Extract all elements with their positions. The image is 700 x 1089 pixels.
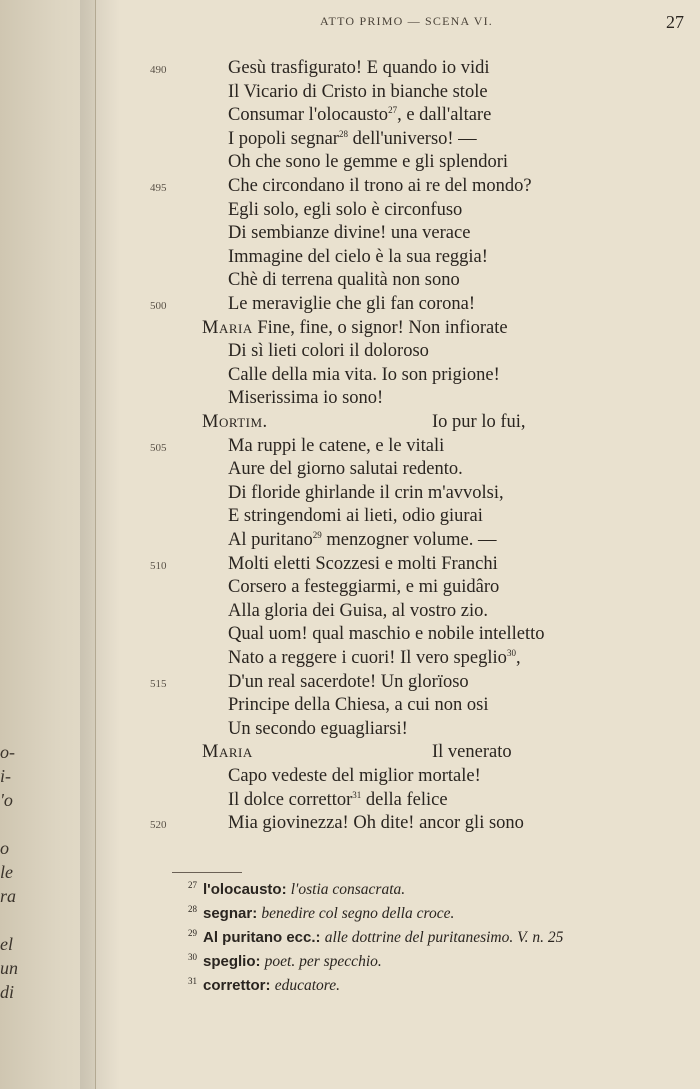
- footnote-marker: 30: [506, 647, 516, 658]
- verse-text: dell'universo! —: [347, 128, 477, 149]
- verse-text: Che circondano il trono ai re del mondo?: [228, 176, 532, 196]
- verse-text: Nato a reggere i cuori! Il vero speglio: [228, 648, 507, 668]
- verse-text: menzogner volume. —: [321, 530, 497, 550]
- previous-page-fragment: un: [0, 958, 18, 978]
- verse-text: Di floride ghirlande il crin m'avvolsi,: [228, 482, 504, 503]
- footnote-number: 30: [188, 952, 197, 962]
- verse-line: [228, 506, 483, 527]
- footnote-gloss: benedire col segno della croce.: [261, 905, 455, 923]
- footnote-marker: 31: [352, 789, 362, 800]
- footnote-term: correttor:: [203, 977, 275, 995]
- verse-text: I popoli segnar: [228, 128, 339, 149]
- verse-line: [228, 247, 488, 268]
- verse-line: [228, 388, 383, 409]
- footnote-rule: [172, 872, 242, 873]
- verse-text: E stringendomi ai lieti, odio giurai: [228, 506, 483, 527]
- previous-page-fragment: i-: [0, 766, 11, 786]
- verse-line: [202, 742, 253, 763]
- verse-line: [228, 223, 470, 244]
- verse-text: Di sembianze divine! una verace: [228, 223, 471, 244]
- verse-text: Egli solo, egli solo è circonfuso: [228, 199, 463, 220]
- verse-text: Di sì lieti colori il doloroso: [228, 341, 429, 362]
- footnote-number: 28: [188, 904, 197, 914]
- verse-line: [202, 412, 268, 433]
- footnote-gloss: poet. per specchio.: [264, 953, 382, 971]
- verse-text: Molti eletti Scozzesi e molti Franchi: [228, 553, 498, 574]
- verse-text: Alla gloria dei Guisa, al vostro zio.: [228, 600, 488, 621]
- verse-number: 515: [150, 677, 167, 690]
- verse-line: [228, 719, 408, 740]
- verse-text: Il dolce correttor: [228, 789, 353, 810]
- verse-text: Gesù trasfigurato! E quando io vidi: [228, 58, 490, 78]
- previous-page-fragment: di: [0, 982, 15, 1002]
- verse-line: [228, 365, 500, 386]
- gutter-shadow: [80, 0, 120, 1089]
- footnote-gloss: alle dottrine del puritanesimo. V. n. 25: [324, 929, 564, 947]
- speaker-name: Mortim.: [202, 412, 268, 432]
- speaker-name: Maria: [202, 742, 253, 763]
- verse-text: Un secondo eguagliarsi!: [228, 718, 408, 739]
- verse-line: [228, 436, 444, 457]
- verse-number: 520: [150, 819, 167, 832]
- verse-text: Capo vedeste del miglior mortale!: [228, 766, 481, 786]
- verse-text: Miserissima io sono!: [228, 388, 384, 409]
- verse-line: [228, 58, 490, 79]
- footnote-term: segnar:: [203, 905, 262, 923]
- verse-line: [228, 813, 524, 834]
- verse-line: [228, 483, 504, 504]
- verse-line: [228, 270, 460, 291]
- verse-line: [228, 766, 481, 787]
- verse-line-continuation: Io pur lo fui,: [432, 412, 526, 432]
- verse-text: Il Vicario di Cristo in bianche stole: [228, 81, 488, 102]
- footnote: [188, 928, 563, 947]
- verse-text: Immagine del cielo è la sua reggia!: [228, 246, 488, 267]
- verse-line: [228, 790, 448, 811]
- verse-line: [228, 530, 496, 551]
- previous-page-fragment: o: [0, 838, 9, 858]
- previous-page-fragment: ra: [0, 886, 17, 906]
- verse-text: Corsero a festeggiarmi, e mi guidâro: [228, 577, 500, 598]
- previous-page-fragment: 'o: [0, 790, 13, 810]
- footnote-term: speglio:: [203, 953, 265, 971]
- verse-line: [228, 577, 499, 598]
- verse-line: [228, 601, 488, 622]
- footnote-marker: 27: [388, 105, 398, 116]
- verse-text: Qual uom! qual maschio e nobile intelletto: [228, 624, 545, 645]
- verse-text: della felice: [361, 789, 448, 810]
- speaker-name: Maria: [202, 317, 253, 338]
- verse-line: [228, 152, 508, 173]
- verse-text: Mia giovinezza! Oh dite! ancor gli sono: [228, 813, 524, 834]
- verse-line: [228, 459, 463, 480]
- footnote: [188, 904, 454, 923]
- verse-line: [228, 200, 462, 221]
- verse-text: Fine, fine, o signor! Non infiorate: [252, 317, 508, 338]
- verse-number: 505: [150, 441, 167, 454]
- verse-line: [228, 82, 488, 103]
- verse-text: Calle della mia vita. Io son prigione!: [228, 364, 500, 385]
- footnote-marker: 29: [312, 529, 322, 540]
- verse-line: [228, 672, 469, 693]
- verse-line: [228, 624, 544, 645]
- page-number: 27: [666, 12, 684, 32]
- verse-number: 495: [150, 182, 167, 194]
- footnote-gloss: l'ostia consacrata.: [290, 881, 406, 899]
- previous-page-fragment: el: [0, 934, 13, 954]
- verse-line: [228, 554, 498, 575]
- verse-text: Le meraviglie che gli fan corona!: [228, 294, 476, 314]
- footnote-number: 29: [188, 928, 197, 938]
- verse-number: 490: [150, 64, 167, 76]
- verse-number: 510: [150, 559, 167, 572]
- previous-page-fragment: o-: [0, 742, 15, 762]
- verse-text: Al puritano: [228, 530, 313, 550]
- verse-line: [202, 318, 508, 339]
- verse-text: Oh che sono le gemme e gli splendori: [228, 152, 509, 173]
- previous-page-fragment: le: [0, 862, 13, 882]
- verse-text: Ma ruppi le catene, e le vitali: [228, 435, 445, 456]
- verse-text: ,: [515, 648, 521, 668]
- running-title: ATTO PRIMO — SCENA VI.: [320, 14, 493, 28]
- verse-text: Aure del giorno salutai redento.: [228, 459, 463, 480]
- verse-line: [228, 176, 532, 197]
- verse-line: [228, 695, 488, 716]
- verse-line-continuation: Il venerato: [432, 742, 512, 763]
- verse-number: 500: [150, 300, 167, 312]
- footnote-number: 31: [188, 976, 197, 986]
- footnote-term: Al puritano ecc.:: [203, 929, 325, 947]
- verse-text: Principe della Chiesa, a cui non osi: [228, 695, 489, 716]
- verse-line: [228, 294, 475, 315]
- footnote-gloss: educatore.: [274, 977, 340, 995]
- verse-line: [228, 341, 429, 362]
- footnote-marker: 28: [338, 128, 348, 139]
- footnote: [188, 952, 382, 971]
- verse-text: Chè di terrena qualità non sono: [228, 270, 460, 291]
- footnote-number: 27: [188, 880, 197, 890]
- verse-text: Consumar l'olocausto: [228, 105, 389, 126]
- footnote: [188, 976, 340, 995]
- footnote: [188, 880, 405, 899]
- verse-text: , e dall'altare: [397, 105, 492, 126]
- verse-text: D'un real sacerdote! Un glorïoso: [228, 671, 469, 692]
- footnote-term: l'olocausto:: [203, 881, 291, 899]
- verse-line: [228, 648, 521, 669]
- verse-line: [228, 105, 491, 126]
- verse-line: [228, 129, 477, 150]
